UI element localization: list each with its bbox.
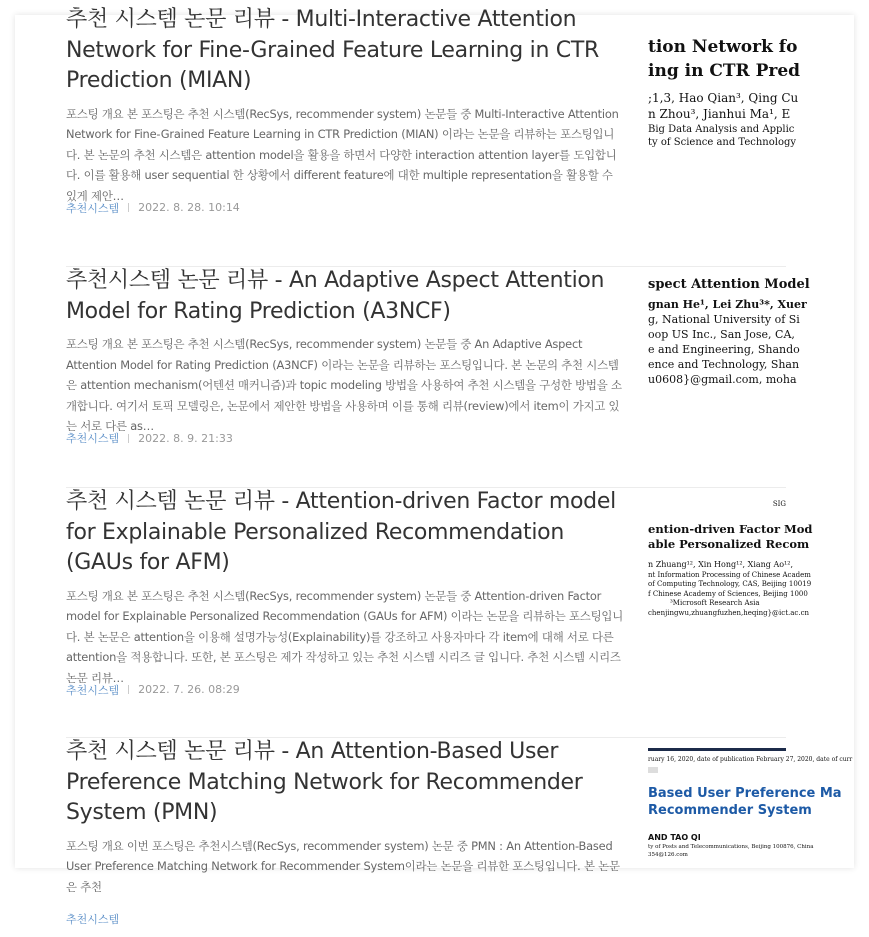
post-excerpt[interactable]: 포스팅 개요 이번 포스팅은 추천시스템(RecSys, recommender system) 논문 중 PMN : An Attention-Based User Preference Matching Network for Recommender System이라는 논문을 리뷰한 포스팅입니다. 본 논문은 추천 — [66, 838, 620, 894]
thumb-author-line: ty of Posts and Telecommunications, Beijing 100876, China — [648, 844, 814, 850]
thumb-author-line: ty of Science and Technology — [648, 137, 797, 148]
post-category-link[interactable]: 추천시스템 — [66, 201, 120, 215]
thumb-title-line: tion Network fo — [648, 37, 798, 57]
thumb-author-line: ence and Technology, Shan — [648, 358, 800, 371]
thumb-author-line: ;1,3, Hao Qian³, Qing Cu — [648, 91, 799, 105]
post-list-panel — [15, 7, 854, 927]
thumb-title-line: Recommender System — [648, 803, 812, 818]
thumb-author-line: n Zhou³, Jianhui Ma¹, E — [648, 107, 791, 121]
thumb-title-line: ing in CTR Pred — [648, 61, 801, 81]
thumb-author-line: oop US Inc., San Jose, CA, — [648, 328, 795, 341]
post-meta — [66, 200, 626, 216]
meta-divider — [128, 203, 129, 212]
post-text — [66, 487, 626, 698]
meta-divider — [128, 685, 129, 694]
thumb-header: ruary 16, 2020, date of publication February 27, 2020, date of curr — [648, 756, 853, 763]
post-category-link[interactable]: 추천시스템 — [66, 913, 120, 927]
post-meta — [66, 430, 626, 446]
thumb-author-line: ³Microsoft Research Asia — [670, 599, 760, 607]
thumb-author-line: u0608}@gmail.com, moha — [648, 373, 797, 386]
thumb-author-line: gnan He¹, Lei Zhu³*, Xuer — [648, 298, 807, 311]
thumb-author-line: g, National University of Si — [648, 313, 800, 326]
meta-divider — [128, 434, 129, 443]
thumb-header-rule — [648, 748, 786, 751]
post-category-link[interactable]: 추천시스템 — [66, 432, 120, 445]
post-date: 2022. 7. 26. 08:29 — [138, 683, 240, 696]
post-text — [66, 266, 626, 446]
thumb-title-line: able Personalized Recom — [648, 537, 810, 551]
thumb-header: SIG — [772, 500, 786, 508]
thumb-author-line: n Zhuang¹², Xin Hong¹², Xiang Ao¹², — [648, 560, 794, 569]
thumb-title-line: Based User Preference Ma — [648, 786, 842, 801]
thumb-author-line: Big Data Analysis and Applic — [648, 124, 795, 135]
thumb-author-line: chenjingwu,zhuangfuzhen,heqing}@ict.ac.cn — [648, 608, 809, 617]
post-title[interactable]: 추천 시스템 논문 리뷰 - Multi-Interactive Attention Network for Fine-Grained Feature Learning in CTR Prediction (MIAN) — [66, 7, 599, 93]
thumb-author-line: e and Engineering, Shando — [648, 343, 800, 356]
post-thumbnail[interactable] — [648, 276, 810, 388]
post-thumbnail[interactable] — [648, 748, 853, 860]
post-meta — [66, 911, 626, 927]
thumb-author-line: of Computing Technology, CAS, Beijing 10019 — [648, 580, 812, 588]
post-item[interactable] — [66, 5, 801, 267]
post-text — [66, 737, 626, 927]
post-title[interactable]: 추천 시스템 논문 리뷰 - Attention-driven Factor model for Explainable Personalized Recommendation (GAUs for AFM) — [66, 489, 616, 575]
post-date: 2022. 8. 28. 10:14 — [138, 201, 240, 214]
post-date: 2022. 8. 9. 21:33 — [138, 431, 233, 445]
post-title[interactable]: 추천 시스템 논문 리뷰 - An Attention-Based User Preference Matching Network for Recommender System (PMN) — [66, 739, 583, 825]
post-item[interactable] — [66, 487, 813, 738]
thumb-author-line: f Chinese Academy of Sciences, Beijing 1000 — [648, 589, 808, 598]
post-text — [66, 5, 626, 216]
post-thumbnail[interactable] — [648, 35, 801, 148]
post-item[interactable] — [66, 737, 853, 937]
post-excerpt[interactable]: 포스팅 개요 본 포스팅은 추천 시스템(RecSys, recommender system) 논문들 중 Attention-driven Factor model for Explainable Personalized Recommendation (GAUs for AFM) 이라는 논문을 리뷰하는 포스팅입니다. 본 논문은 attention을 이용해 설명가능성(Explainability)를 강조하고 사용자마다 각 item에 대해 서로 다른 attention을 적용합니다. 또한, 본 포스팅은 제가 작성하고 있는 추천 시스템 시리즈 글 입니다. 추천 시스템 시리즈 논문 리뷰… — [66, 588, 623, 685]
thumb-author-line: 354@126.com — [648, 852, 688, 858]
post-excerpt[interactable]: 포스팅 개요 본 포스팅은 추천 시스템(RecSys, recommender system) 논문들 중 An Adaptive Aspect Attention Model for Rating Prediction (A3NCF) 이라는 논문을 리뷰하는 포스팅입니다. 본 논문의 추천 시스템은 attention mechanism(어텐션 매커니즘)과 topic modeling 방법을 사용하여 추천 시스템을 구성한 방법을 소개합니다. 여기서 토픽 모델링은, 논문에서 제안한 방법을 사용하며 이를 통해 리뷰(review)에서 item이 가지고 있는 서로 다른 as… — [66, 337, 622, 434]
thumb-doi-mark — [648, 767, 658, 773]
thumb-title-line: spect Attention Model — [648, 277, 810, 292]
post-excerpt[interactable]: 포스팅 개요 본 포스팅은 추천 시스템(RecSys, recommender system) 논문들 중 Multi-Interactive Attention Network for Fine-Grained Feature Learning in CTR Prediction (MIAN) 이라는 논문을 리뷰하는 포스팅입니다. 본 논문의 추천 시스템은 attention model을 활용을 하면서 다양한 interaction attention layer를 도입합니다. 이를 활용해 user sequential 한 상황에서 different feature에 대한 multiple representation을 활용할 수 있게 제안… — [66, 106, 619, 203]
thumb-title-line: ention-driven Factor Mod — [648, 522, 813, 536]
post-title[interactable]: 추천시스템 논문 리뷰 - An Adaptive Aspect Attention Model for Rating Prediction (A3NCF) — [66, 268, 605, 324]
post-meta — [66, 682, 626, 698]
post-thumbnail[interactable] — [648, 499, 813, 619]
thumb-author-line: AND TAO QI — [648, 833, 701, 842]
post-item[interactable] — [66, 266, 810, 488]
thumb-author-line: nt Information Processing of Chinese Academ — [648, 570, 811, 579]
post-category-link[interactable]: 추천시스템 — [66, 683, 120, 697]
